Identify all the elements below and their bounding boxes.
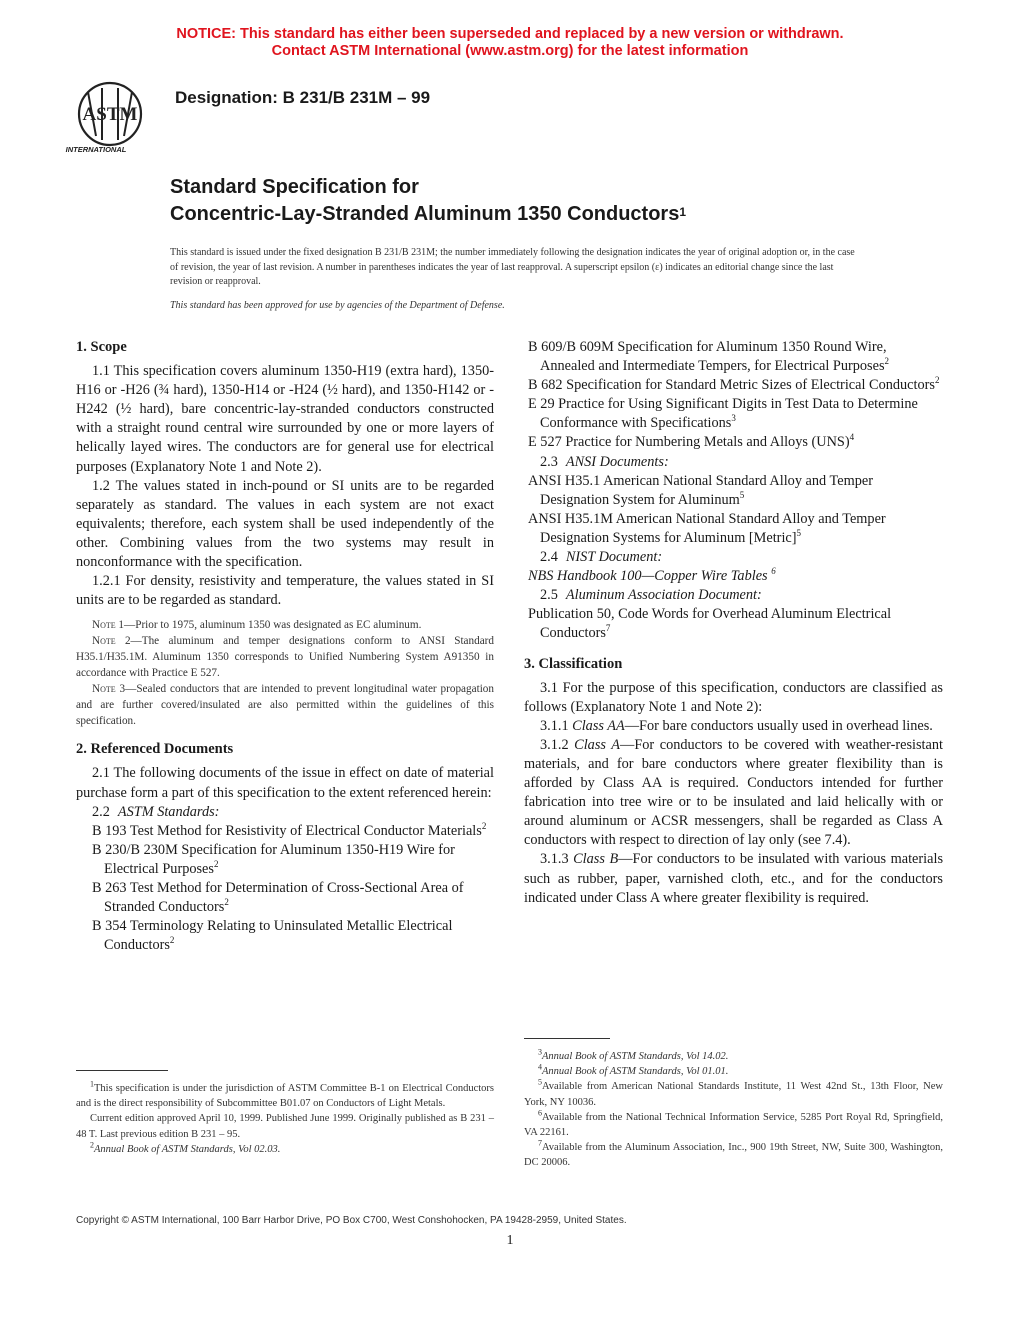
footnote-1-continued: Current edition approved April 10, 1999. Published June 1999. Originally published as B 231 – 48 T. Last previous edition B 231 – 95. — [76, 1113, 494, 1140]
footnote-number: 6 — [538, 1108, 542, 1118]
reference-text: NBS Handbook 100—Copper Wire Tables — [528, 568, 768, 585]
footnote-ref: 2 — [213, 859, 219, 870]
footnote-3 — [524, 1049, 943, 1064]
note-text: —Prior to 1975, aluminum 1350 was designated as EC aluminum. — [124, 619, 422, 632]
issued-note: This standard is issued under the fixed designation B 231/B 231M; the number immediately following the designation indicates the year of original adoption or, in the case of revision, the year of last revision. A number in parentheses indicates the year of last reapproval. A superscript epsilon (ε) indicates an editorial change since the last revision or reapproval. — [170, 247, 855, 288]
footnote-ref: 5 — [739, 489, 745, 500]
footnote-text: Annual Book of ASTM Standards, Vol 02.03. — [94, 1143, 281, 1155]
page-number: 1 — [506, 1233, 514, 1248]
subsection-title: ASTM Standards: — [117, 803, 220, 820]
class-name: Class AA — [572, 717, 625, 734]
reference-b609 — [524, 338, 943, 376]
footnote-text: This specification is under the jurisdiction of ASTM Committee B-1 on Electrical Conductors and is the direct responsibility of Subcommittee B01.07 on Conductors of Light Metals. — [76, 1083, 494, 1110]
footnote-number: 4 — [538, 1062, 542, 1072]
reference-ansi-h35-1m — [524, 510, 943, 548]
paragraph-3-1-2 — [524, 736, 943, 851]
reference-nbs-handbook — [524, 567, 943, 586]
subsection-2-5 — [540, 586, 943, 605]
note-2 — [76, 633, 494, 681]
section-heading-scope: 1. Scope — [76, 339, 127, 355]
clause-number: 3.1.2 — [540, 736, 569, 753]
footnote-number: 2 — [90, 1140, 94, 1150]
subsection-title: NIST Document: — [565, 549, 663, 566]
class-name: Class A — [574, 736, 621, 753]
footnote-text: Available from the Aluminum Association, Inc., 900 19th Street, NW, Suite 300, Washington, DC 20006. — [524, 1142, 943, 1169]
footnote-ref: 2 — [169, 935, 175, 946]
section-heading-classification: 3. Classification — [524, 655, 623, 672]
subsection-2-4 — [540, 548, 943, 567]
reference-text: B 263 Test Method for Determination of Cross-Sectional Area of Stranded Conductors — [92, 879, 464, 916]
footnote-5 — [524, 1079, 943, 1109]
paragraph-3-1: 3.1 For the purpose of this specification, conductors are classified as follows (Explanatory Note 1 and Note 2): — [524, 679, 943, 715]
reference-e527 — [524, 433, 943, 452]
footnote-ref: 2 — [224, 897, 229, 908]
footnotes-right — [524, 1049, 943, 1171]
footnote-2 — [76, 1142, 494, 1157]
subsection-number: 2.5 — [540, 587, 558, 604]
title-line-2 — [170, 201, 686, 228]
footnote-ref: 2 — [481, 820, 487, 831]
reference-b682 — [524, 376, 943, 395]
footnote-ref: 7 — [605, 623, 611, 634]
footnote-number: 3 — [538, 1047, 542, 1057]
clause-text: —For conductors to be covered with weather-resistant materials, and for bare conductors where greater flexibility than is afforded by Class AA is required. Conductors intended for further fabrication into tree wire or to be insulated and laid helically with or around aluminum or ACSR messengers, shall be regarded as Class A conductors with respect to direction of lay only (see 7.4). — [524, 736, 943, 849]
footnote-text: Available from the National Technical Information Service, 5285 Port Royal Rd, Springfield, VA 22161. — [524, 1111, 943, 1139]
reference-text: B 230/B 230M Specification for Aluminum 1350-H19 Wire for Electrical Purposes — [92, 841, 455, 877]
note-text: —Sealed conductors that are intended to prevent longitudinal water propagation and are further covered/insulated are also permitted within the guidelines of this specification. — [76, 683, 494, 728]
footnote-7 — [524, 1140, 943, 1170]
right-column — [524, 338, 943, 908]
subsection-2-3 — [540, 453, 943, 472]
reference-b354 — [92, 917, 494, 955]
document-title — [170, 174, 686, 228]
footnote-number: 1 — [90, 1079, 94, 1089]
reference-text: B 354 Terminology Relating to Uninsulated Metallic Electrical Conductors — [92, 918, 453, 954]
subsection-number: 2.2 — [92, 803, 110, 820]
reference-text: Publication 50, Code Words for Overhead Aluminum Electrical Conductors — [528, 606, 892, 642]
footnote-1 — [76, 1081, 494, 1111]
reference-b193 — [92, 822, 494, 841]
note-label: Note 3 — [92, 683, 126, 696]
footnote-text: Annual Book of ASTM Standards, Vol 14.02. — [542, 1051, 729, 1062]
dod-approval-note: This standard has been approved for use by agencies of the Department of Defense. — [170, 300, 505, 311]
footnote-ref: 2 — [934, 375, 940, 386]
reference-b263 — [92, 879, 494, 917]
withdrawal-notice — [0, 26, 1020, 60]
footnote-ref: 3 — [731, 413, 736, 424]
left-column — [76, 338, 494, 955]
reference-ansi-h35-1 — [524, 472, 943, 510]
paragraph-3-1-1 — [524, 717, 943, 736]
footnote-4 — [524, 1064, 943, 1079]
copyright-line: Copyright © ASTM International, 100 Barr Harbor Drive, PO Box C700, West Conshohocken, PA 19428-2959, United States. — [76, 1215, 627, 1226]
clause-number: 3.1.1 — [540, 717, 569, 734]
paragraph-2-1: 2.1 The following documents of the issue in effect on date of material purchase form a part of this specification to the extent referenced herein: — [76, 765, 494, 801]
reference-publication-50 — [524, 605, 943, 643]
paragraph-1-2: 1.2 The values stated in inch-pound or SI units are to be regarded separately as standard. The values in each system are not exact equivalents; therefore, each system shall be used independently of the other. Combining values from the two systems may result in nonconformance with the specification. — [76, 477, 494, 571]
subsection-number: 2.3 — [540, 453, 558, 470]
reference-text: E 29 Practice for Using Significant Digits in Test Data to Determine Conformance with Specifications — [528, 396, 918, 432]
subsection-title: Aluminum Association Document: — [565, 587, 762, 604]
footnote-number: 5 — [538, 1077, 542, 1087]
footnote-number: 7 — [538, 1138, 542, 1148]
astm-logo — [62, 76, 162, 156]
reference-e29 — [524, 395, 943, 433]
footnote-ref: 2 — [884, 356, 890, 367]
designation: Designation: B 231/B 231M – 99 — [175, 88, 431, 107]
subsection-number: 2.4 — [540, 549, 558, 566]
clause-number: 3.1.3 — [540, 851, 569, 868]
title-footnote-ref: 1 — [679, 205, 687, 219]
footnotes-left — [76, 1081, 494, 1157]
reference-b230 — [92, 841, 494, 879]
footnote-6 — [524, 1110, 943, 1140]
notice-line-1: NOTICE: This standard has either been superseded and replaced by a new version or withdrawn. — [176, 26, 844, 42]
reference-text: ANSI H35.1 American National Standard Alloy and Temper Designation System for Aluminum — [528, 472, 873, 508]
footnote-text: Available from American National Standards Institute, 11 West 42nd St., 13th Floor, New York, NY 10036. — [524, 1081, 943, 1108]
reference-text: B 609/B 609M Specification for Aluminum 1350 Round Wire, Annealed and Intermediate Tempers, for Electrical Purposes — [528, 339, 887, 375]
footnote-divider-left — [76, 1070, 168, 1071]
reference-text: B 193 Test Method for Resistivity of Electrical Conductor Materials — [92, 822, 482, 839]
note-3 — [76, 681, 494, 729]
title-main: Concentric-Lay-Stranded Aluminum 1350 Conductors — [170, 203, 680, 225]
footnote-text: Annual Book of ASTM Standards, Vol 01.01. — [542, 1066, 729, 1078]
note-label: Note 1 — [92, 619, 125, 632]
logo-subtext: INTERNATIONAL — [65, 145, 127, 154]
section-heading-referenced-documents: 2. Referenced Documents — [76, 741, 234, 758]
footnote-ref: 6 — [771, 566, 776, 577]
reference-text: B 682 Specification for Standard Metric Sizes of Electrical Conductors — [528, 377, 935, 394]
note-text: —The aluminum and temper designations conform to ANSI Standard H35.1/H35.1M. Aluminum 1350 corresponds to Unified Numbering System A91350 in accordance with Practice E 527. — [76, 635, 494, 680]
footnote-divider-right — [524, 1038, 610, 1039]
subsection-title: ANSI Documents: — [565, 453, 669, 470]
note-label: Note 2 — [92, 635, 131, 648]
clause-text: —For conductors to be insulated with various materials such as rubber, paper, varnished cloth, etc., and for the conductors indicated under Class A where greater flexibility is required. — [524, 851, 944, 906]
paragraph-3-1-3 — [524, 850, 943, 907]
paragraph-1-2-1: 1.2.1 For density, resistivity and temperature, the values stated in SI units are to be regarded as standard. — [76, 573, 494, 609]
title-line-1: Standard Specification for — [170, 176, 419, 198]
footnote-ref: 5 — [796, 528, 802, 539]
logo-text: ASTM — [82, 104, 138, 125]
subsection-2-2 — [92, 803, 494, 822]
reference-text: E 527 Practice for Numbering Metals and Alloys (UNS) — [528, 434, 850, 451]
footnote-ref: 4 — [849, 432, 855, 443]
note-1 — [76, 617, 494, 633]
class-name: Class B — [573, 851, 619, 868]
clause-text: —For bare conductors usually used in overhead lines. — [624, 717, 933, 734]
paragraph-1-1: 1.1 This specification covers aluminum 1350-H19 (extra hard), 1350-H16 or -H26 (¾ hard), 1350-H14 or -H24 (½ hard), and 1350-H142 or -H242 (½ hard), bare concentric-lay-stranded conductors constructed with a straight round central wire surrounded by one or more layers of helically layed wires. The conductors are for general use for electrical purposes (Explanatory Note 1 and Note 2). — [76, 363, 494, 475]
notice-line-2: Contact ASTM International (www.astm.org) for the latest information — [271, 43, 749, 59]
reference-text: ANSI H35.1M American National Standard Alloy and Temper Designation Systems for Aluminum [Metric] — [528, 510, 886, 546]
